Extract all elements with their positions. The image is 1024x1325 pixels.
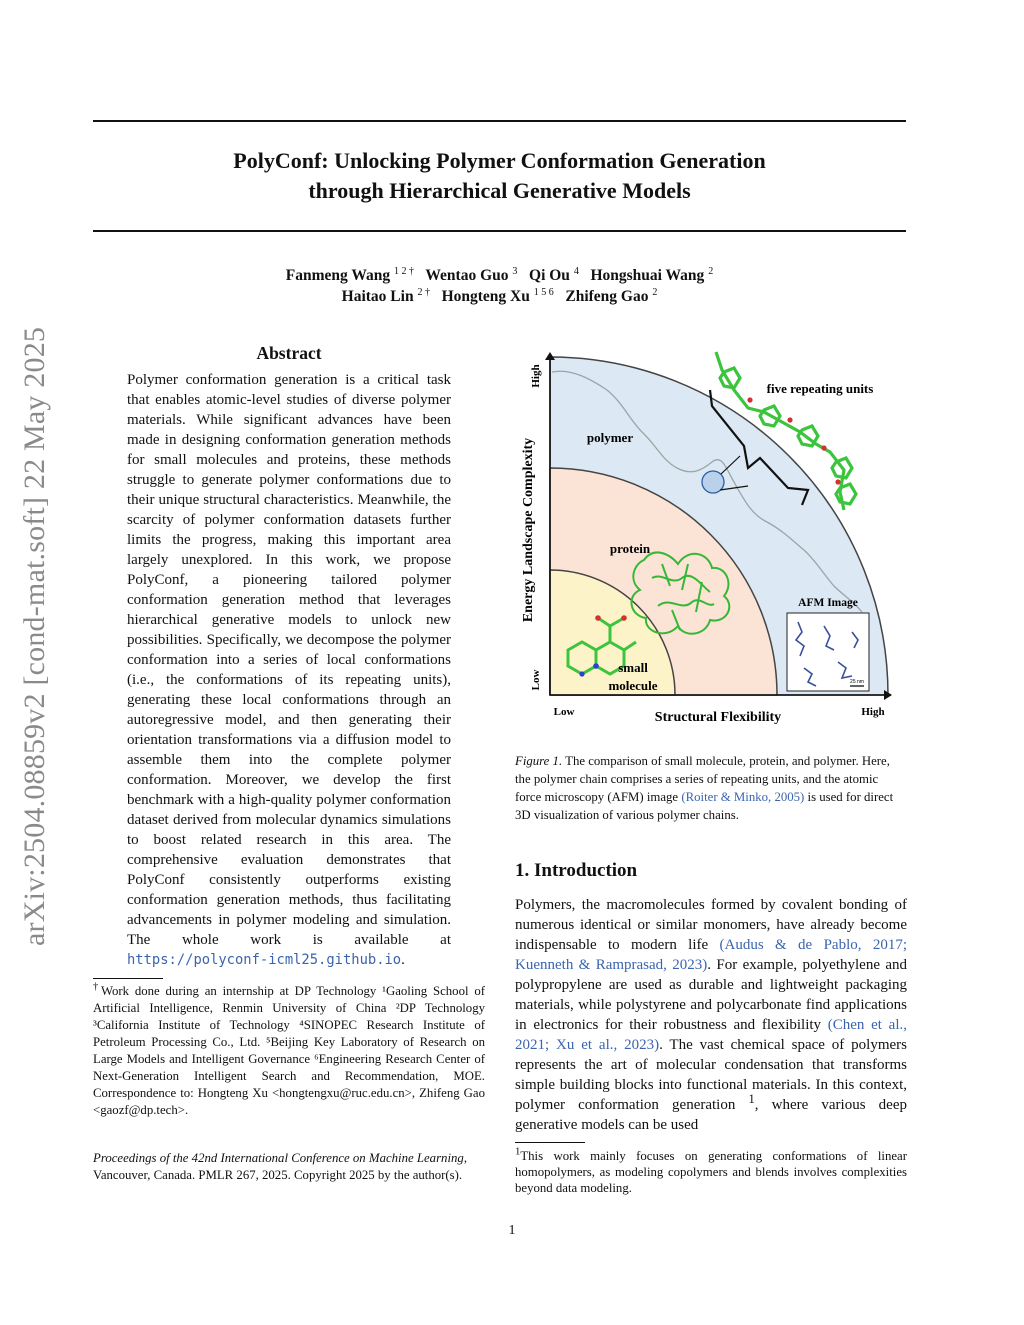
author-affiliation: 2 [652, 286, 658, 298]
footnote-ref-link[interactable]: 1 [748, 1092, 755, 1106]
affiliation-text: Work done during an internship at DP Technology ¹Gaoling School of Artificial Intelligence, Renmin University of China ²DP Technology ³California Institute of Technology ⁴SINOPEC Research Institute of Petroleum Processing Co., Ltd. ⁵Beijing Key Laboratory of Research on Large Models and Intelligent Governance ⁶Engineering Research Center of Next-Generation Intelligent Search and Recommendation, MOE. Correspondence to: Hongteng Xu <hongtengxu@ruc.edu.cn>, Zhifeng Gao <gaozf@dp.tech>. [93, 984, 485, 1117]
abstract-text: Polymer conformation generation is a critical task that enables atomic-level studies of diverse polymer materials. While significant advances have been made in designing conformation generation methods for small molecules and proteins, these methods struggle to generate polymer conformations due to their unique structural characteristics. Meanwhile, the scarcity of polymer conformation datasets further limits the progress, making this important area largely unexplored. In this work, we propose PolyConf, a pioneering tailored polymer conformation generation method that leverages hierarchical generative models to unlock new possibilities. Specifically, we decompose the polymer conformation into a series of local conformations (i.e., the conformations of its repeating units), generating these local conformations through an autoregressive model, and then generating their orientation transformations via a diffusion model to assemble them into the complete polymer conformation. Moreover, we develop the first benchmark with a high-quality polymer conformation dataset derived from molecular dynamics simulations to boost related research in this area. The comprehensive evaluation demonstrates that PolyConf consistently outperforms existing conformation generation methods, thus facilitating advancements in polymer modeling and simulation. The whole work is available at [127, 372, 451, 948]
caption-label: Figure 1. [515, 754, 563, 768]
arxiv-stamp: arXiv:2504.08859v2 [cond-mat.soft] 22 May 2025 [18, 326, 51, 946]
section-heading-introduction: 1. Introduction [515, 860, 638, 881]
y-high-label: High [530, 364, 542, 388]
citation-link-audus[interactable]: (Audus & de Pablo, 2017; Kuenneth & Ramprasad, 2023) [515, 937, 907, 973]
repeating-units-label: five repeating units [766, 381, 874, 396]
page-number: 1 [508, 1223, 516, 1238]
author-name: Hongteng Xu [441, 288, 530, 305]
paper-title [93, 146, 906, 206]
caption-citation-link[interactable]: (Roiter & Minko, 2005) [681, 790, 805, 804]
footnote-1-text: This work mainly focuses on generating conformations of linear homopolymers, as modeling copolymers and blends involves complexities beyond data modeling. [515, 1149, 907, 1195]
figure-caption [515, 752, 907, 824]
author-affiliation: 3 [512, 265, 518, 277]
small-molecule-label-2: molecule [608, 678, 658, 693]
footnote-1-mark: 1 [515, 1146, 521, 1158]
small-molecule-label-1: small [618, 660, 648, 675]
author-name: Zhifeng Gao [565, 288, 649, 305]
abstract-body [127, 370, 451, 970]
project-url-link[interactable]: https://polyconf-icml25.github.io [127, 952, 402, 968]
y-axis-title: Energy Landscape Complexity [521, 437, 536, 623]
author-list [93, 265, 906, 307]
author-affiliation: 4 [573, 265, 579, 277]
author-affiliation: 1 2 † [394, 265, 415, 277]
proceedings-italic: Proceedings of the 42nd International Conference on Machine Learning [93, 1151, 464, 1165]
proceedings-note [93, 1150, 485, 1184]
y-low-label: Low [530, 669, 542, 691]
x-axis-title: Structural Flexibility [654, 710, 782, 725]
figure-1 [512, 350, 906, 730]
author-name: Fanmeng Wang [285, 267, 391, 284]
footnote-rule [93, 978, 163, 979]
author-affiliation: 2 [708, 265, 714, 277]
x-low-label: Low [553, 706, 575, 718]
author-affiliation: 1 5 6 [533, 286, 554, 298]
protein-label: protein [609, 541, 651, 556]
title-line-1: PolyConf: Unlocking Polymer Conformation Generation [233, 148, 766, 173]
afm-image-label: AFM Image [798, 597, 858, 609]
intro-text-1: Polymers, the macromolecules formed by covalent bonding of numerous identical or similar monomers, have already become indispensable to modern life [515, 897, 907, 953]
title-rule-top [93, 120, 906, 122]
author-name: Haitao Lin [341, 288, 414, 305]
afm-scale-bar: 25 nm [850, 679, 864, 685]
intro-text-4: , where various deep generative models can be used [515, 1097, 907, 1133]
caption-end: is used for direct 3D visualization of various polymer chains. [515, 790, 894, 822]
author-affiliation: 2 † [417, 286, 430, 298]
intro-text-3: . The vast chemical space of polymers represents the art of molecular condensation that transforms simple building blocks into functional materials. In this context, polymer conformation generation [515, 1037, 907, 1113]
title-rule-bottom [93, 230, 906, 232]
proceedings-rest: , Vancouver, Canada. PMLR 267, 2025. Copyright 2025 by the author(s). [93, 1151, 468, 1182]
x-high-label: High [861, 706, 885, 718]
affiliation-footnote [93, 983, 485, 1119]
polymer-label: polymer [586, 430, 634, 445]
title-line-2: through Hierarchical Generative Models [308, 178, 691, 203]
footnote-rule-right [515, 1142, 585, 1143]
author-name: Hongshuai Wang [590, 267, 705, 284]
footnote-1 [515, 1148, 907, 1196]
intro-text-2: . For example, polyethylene and polypropylene are used as durable and lightweight packaging materials, while polystyrene and polycarbonate find applications in electronics for their robustness and flexibility [515, 957, 907, 1033]
abstract-end: . [401, 952, 405, 968]
footnote-mark: † [93, 981, 101, 993]
caption-text: The comparison of small molecule, protein, and polymer. Here, the polymer chain comprises a series of repeating units, and the atomic force microscopy (AFM) image [515, 754, 890, 804]
author-name: Qi Ou [529, 267, 570, 284]
introduction-body [515, 895, 907, 1135]
author-name: Wentao Guo [425, 267, 509, 284]
citation-link-chen[interactable]: (Chen et al., 2021; Xu et al., 2023) [515, 1017, 908, 1053]
abstract-heading: Abstract [256, 343, 322, 363]
